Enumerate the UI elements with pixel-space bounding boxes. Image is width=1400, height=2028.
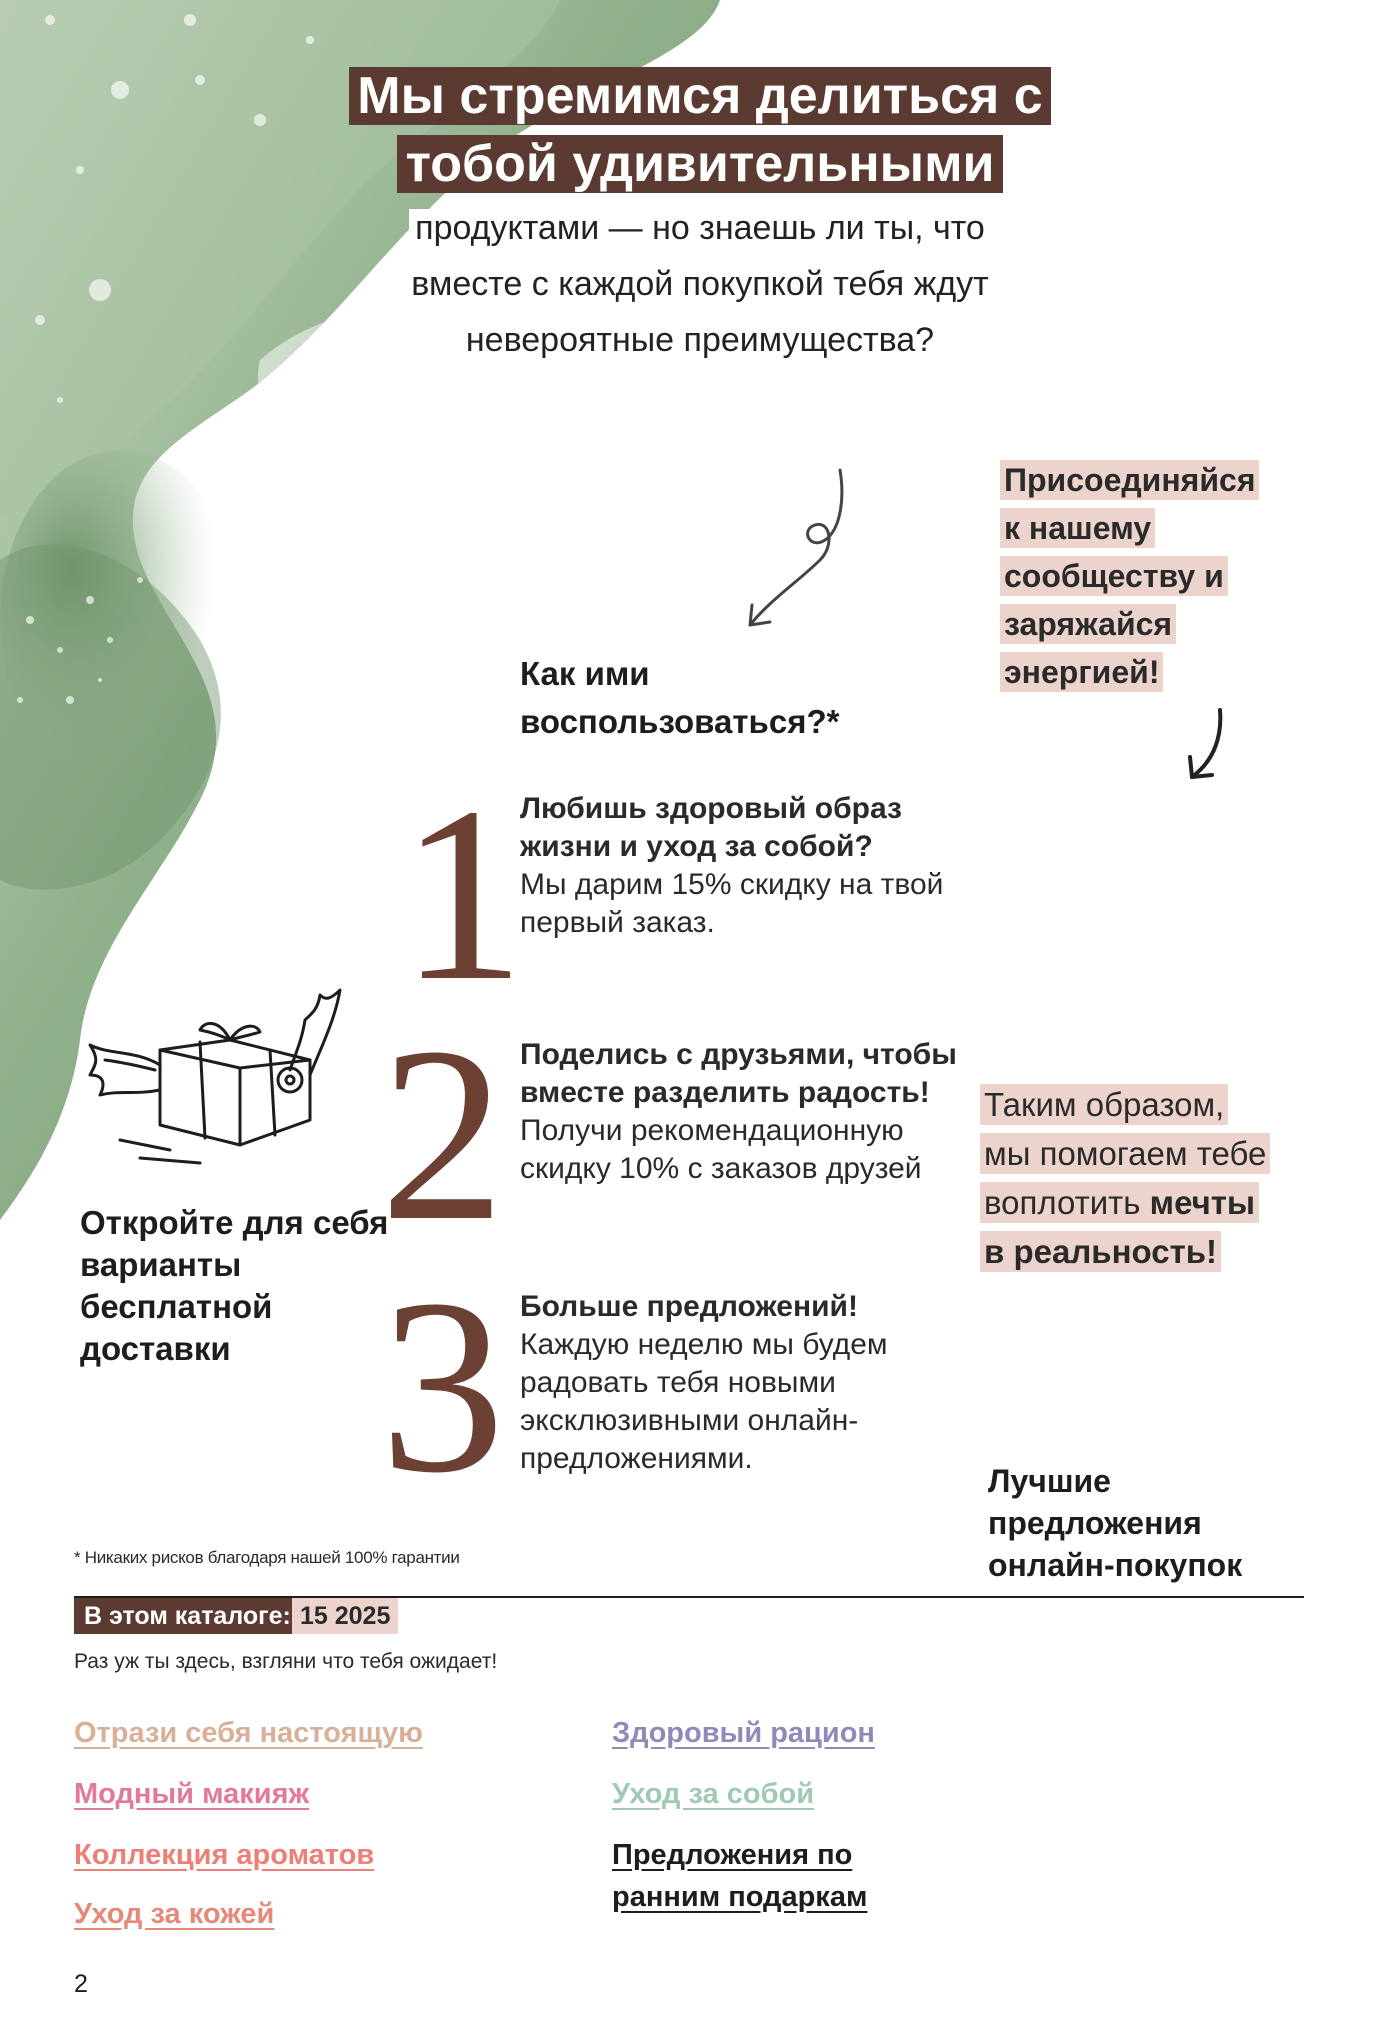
step-3-title: Больше предложений! <box>520 1290 858 1323</box>
subhead-line-3: невероятные преимущества? <box>460 321 940 359</box>
subhead-line-2: вместе с каждой покупкой тебя ждут <box>405 265 994 303</box>
link-fashion-makeup[interactable]: Модный макияж <box>74 1778 310 1810</box>
step-1-title: Любишь здоровый образ жизни и уход за собой? <box>520 792 902 863</box>
link-fragrance-collection[interactable]: Коллекция ароматов <box>74 1839 375 1871</box>
headline-line-2: тобой удивительными <box>397 135 1002 193</box>
catalog-intro: Раз уж ты здесь, взгляни что тебя ожидает! <box>74 1650 498 1673</box>
step-number-3: 3 <box>380 1248 505 1525</box>
best-offers-text: Лучшие предложения онлайн-покупок <box>988 1463 1243 1583</box>
step-1-text: Мы дарим 15% скидку на твой первый заказ. <box>520 868 944 939</box>
headline-line-1: Мы стремимся делиться с <box>349 67 1050 125</box>
join-line-4: заряжайся <box>1000 604 1176 644</box>
catalog-value: 15 2025 <box>292 1598 398 1634</box>
link-self-care[interactable]: Уход за собой <box>612 1778 815 1810</box>
headline <box>330 62 1070 198</box>
join-line-5: энергией! <box>1000 652 1163 692</box>
page-number: 2 <box>74 1970 88 1998</box>
curly-arrow-icon <box>730 460 860 640</box>
step-number-1: 1 <box>400 756 525 1033</box>
step-2-title: Поделись с друзьями, чтобы вместе разделить радость! <box>520 1038 957 1109</box>
dreams-line-4-bold: в реальность! <box>984 1233 1218 1270</box>
join-community-callout <box>1000 456 1300 696</box>
join-line-3: сообществу и <box>1000 556 1228 596</box>
step-1 <box>520 790 960 942</box>
step-2 <box>520 1036 970 1188</box>
subhead-line-1: продуктами — но знаешь ли ты, что <box>409 209 991 247</box>
how-to-use-heading: Как ими воспользоваться?* <box>520 655 840 740</box>
subheadline <box>330 200 1070 368</box>
link-healthy-diet[interactable]: Здоровый рацион <box>612 1717 875 1749</box>
guarantee-footnote: * Никаких рисков благодаря нашей 100% гарантии <box>74 1548 460 1567</box>
join-line-1: Присоединяйся <box>1000 460 1259 500</box>
winged-gift-box-icon <box>80 980 360 1170</box>
down-arrow-icon <box>1180 705 1240 785</box>
free-delivery-text: Откройте для себя варианты бесплатной доставки <box>80 1204 389 1367</box>
step-2-text: Получи рекомендационную скидку 10% с заказов друзей <box>520 1114 922 1185</box>
dreams-line-3 <box>980 1182 1259 1223</box>
catalog-label: В этом каталоге: <box>74 1598 301 1634</box>
link-reflect-yourself[interactable]: Отрази себя настоящую <box>74 1717 423 1749</box>
dreams-line-1: Таким образом, <box>980 1084 1228 1125</box>
link-early-gift-offers[interactable]: Предложения по ранним подаркам <box>612 1839 868 1913</box>
step-number-2: 2 <box>380 996 505 1273</box>
link-skin-care[interactable]: Уход за кожей <box>74 1898 275 1930</box>
dreams-line-3-plain: воплотить <box>984 1184 1150 1221</box>
join-line-2: к нашему <box>1000 508 1155 548</box>
dreams-line-3-bold: мечты <box>1149 1184 1256 1221</box>
step-3-text: Каждую неделю мы будем радовать тебя новыми эксклюзивными онлайн-предложениями. <box>520 1328 888 1475</box>
dreams-line-4 <box>980 1231 1221 1272</box>
step-3 <box>520 1288 940 1478</box>
dreams-callout <box>980 1080 1310 1276</box>
dreams-line-2: мы помогаем тебе <box>980 1133 1270 1174</box>
